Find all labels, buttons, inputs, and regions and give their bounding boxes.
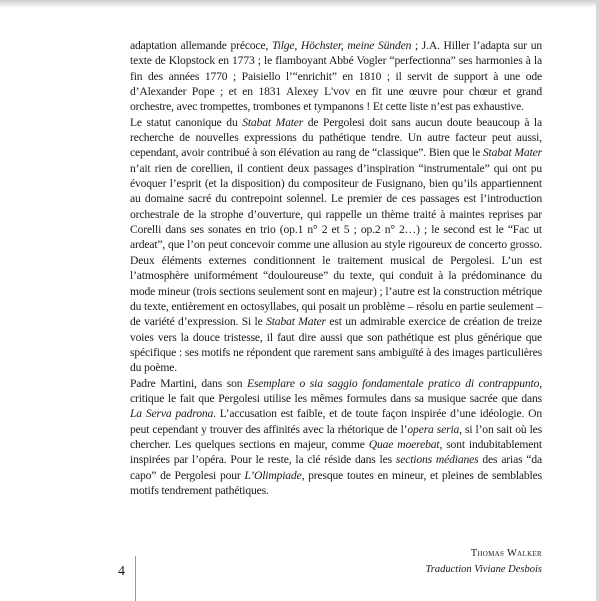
margin-rule	[135, 556, 136, 601]
italic-run: Esemplare o sia saggio fondamentale pratico di contrappunto	[247, 376, 540, 390]
italic-run: Stabat Mater	[242, 115, 304, 129]
italic-run: Stabat Mater	[266, 315, 326, 329]
translator-credit: Traduction Viviane Desbois	[425, 564, 542, 575]
scan-top-shadow	[0, 0, 599, 8]
page-number: 4	[118, 564, 125, 579]
signature-block	[426, 546, 542, 578]
text-run: adaptation allemande précoce,	[130, 39, 272, 52]
text-run: est un admirable exercice de création de treize voies vers la douce tristesse, il faut dire aussi que son pathétique est plus générique que spécifique : ses motifs ne répondent que rarement sans ambiguïté à des images particulières du poème.	[130, 315, 542, 375]
text-run: des arias “da capo” de Pergolesi pour	[130, 453, 542, 482]
paragraph	[130, 115, 542, 376]
text-run: Le statut canonique du	[130, 115, 243, 129]
text-run: n’ait rien de corellien, il contient deux passages d’inspiration “instrumentale” qui ont pu évoquer l’esprit (et la disposition) du compositeur de Fusignano, bien qu’ils appartiennent au domaine sacré du contrepoint solennel. Le premier de ces passages est l’introduction orchestrale de la strophe d’ouverture, qui rappelle un thème traité à maintes reprises par Corelli dans ses sonates en trio (op.1 n° 2 et 5 ; op.2 n° 2…) ; le second est le “Fac ut ardeat”, que l’on peut concevoir comme une allusion au style rigoureux de concerto grosso. Deux éléments externes conditionnent le traitement musical de Pergolesi. L’un est l’atmosphère uniformément “douloureuse” du texte, qui conduit à la prédominance du mode mineur (trois sections seulement sont en majeur) ; l’autre est la construction métrique du texte, entièrement en octosyllabes, qui posait un problème – résolu en partie seulement – de variété d’expression. Si le	[130, 161, 542, 329]
italic-run: La Serva padrona	[130, 407, 214, 421]
text-run: . L’accusation est faible, et de toute façon inspirée d’une idéologie. On peut cependant y trouver des affinités avec la rhétorique de l’	[130, 407, 542, 436]
text-run: , si l’on sait où les chercher. Les quelques sections en majeur, comme	[130, 422, 543, 451]
paragraph	[130, 38, 542, 115]
text-run: , presque toutes en mineur, et pleines de semblables motifs tendrement pathétiques.	[130, 468, 542, 497]
italic-run: Stabat Mater	[482, 146, 543, 160]
italic-run: Quae moerebat	[368, 437, 440, 451]
text-run: , critique le fait que Pergolesi utilise les mêmes formules dans sa musique sacrée que dans	[130, 376, 542, 405]
text-run: ; J.A. Hiller l’adapta sur un texte de Klopstock en 1773 ; le flamboyant Abbé Vogler “perfectionna” ses harmonies à la fin des années 1770 ; Paisiello l’“enrichit” en 1810 ; il servit de support à une ode d’Alexander Pope ; et en 1831 Alexey L'vov en fit une œuvre pour chœur et grand orchestre, avec trompettes, trombones et tympanons ! Et cette liste n’est pas exhaustive.	[130, 39, 542, 114]
text-run: , sont indubitablement inspirées par l’opéra. Pour le reste, la clé réside dans les	[130, 437, 542, 467]
italic-run: Tilge, Höchster, meine Sünden	[271, 39, 412, 52]
italic-run: sections médianes	[395, 453, 479, 467]
italic-run: L’Olimpiade	[244, 468, 302, 482]
text-run: Padre Martini, dans son	[130, 376, 248, 390]
author-name: Thomas Walker	[470, 548, 542, 559]
italic-run: opera seria	[407, 422, 460, 436]
paragraph	[130, 376, 542, 499]
text-run: de Pergolesi doit sans aucun doute beaucoup à la recherche de nouvelles expressions du pathétique tendre. Un autre facteur peut aussi, cependant, avoir contribué à son élévation au rang de “classique”. Bien que le	[130, 115, 542, 160]
body-text	[130, 38, 542, 498]
